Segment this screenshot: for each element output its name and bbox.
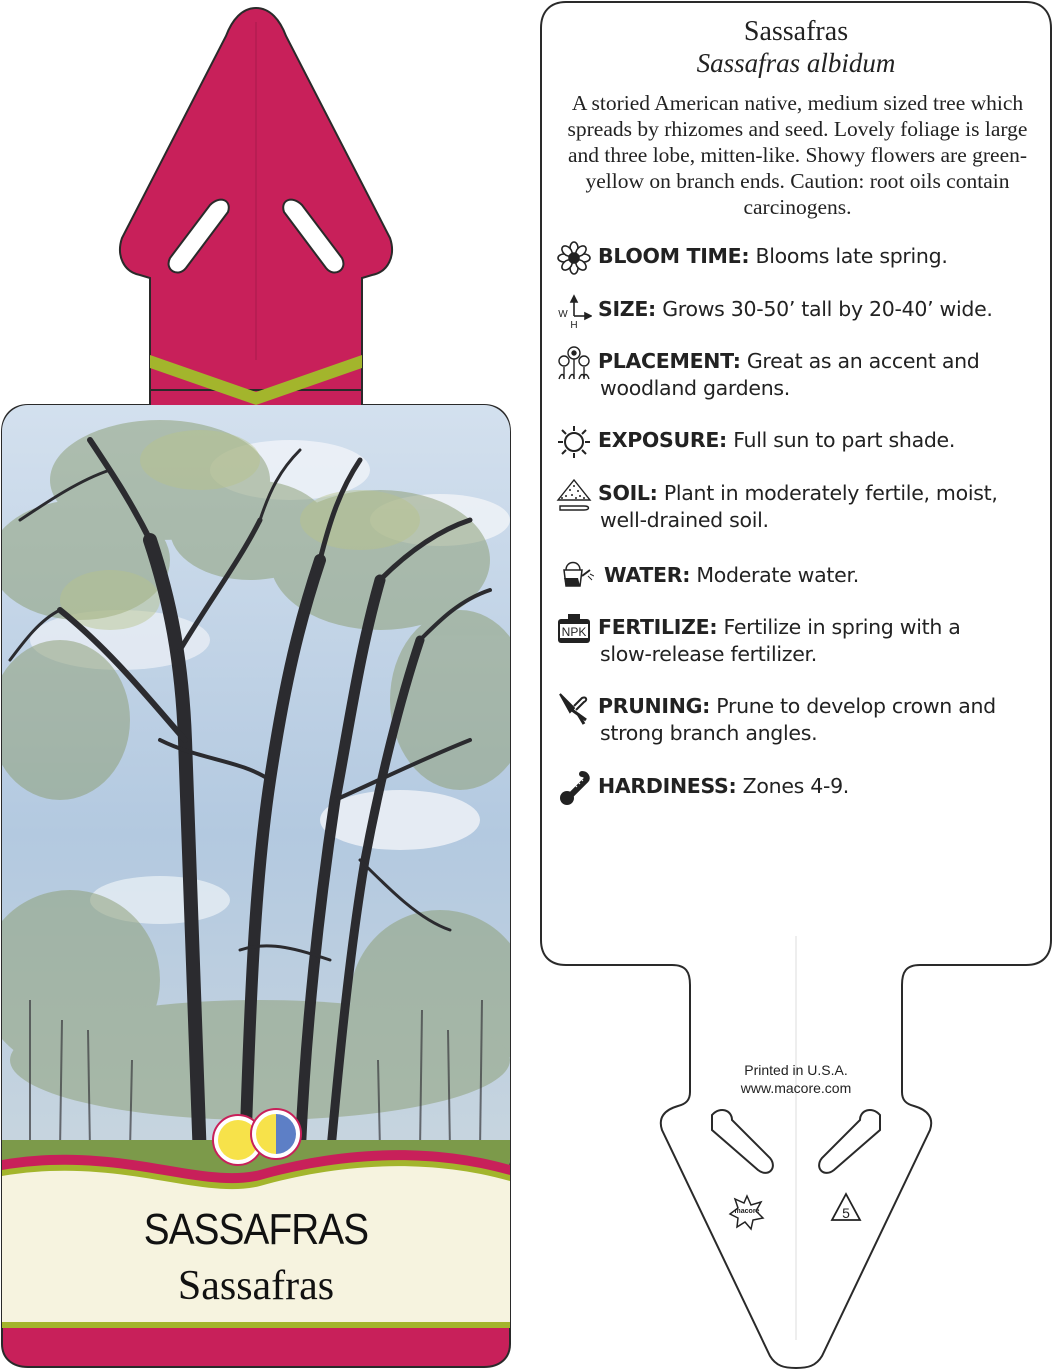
website-link[interactable]: www.macore.com xyxy=(740,1080,852,1096)
attribute-fertilize: FERTILIZE: Fertilize in spring with a slow-release fertilizer. xyxy=(598,615,961,666)
watering-can-icon xyxy=(558,556,594,592)
flower-icon xyxy=(556,240,592,276)
size-w-label: W xyxy=(558,309,568,320)
size-h-label: H xyxy=(570,320,578,330)
attribute-water: WATER: Moderate water. xyxy=(604,563,859,587)
back-title: Sassafras xyxy=(743,16,849,47)
size-icon xyxy=(556,294,592,330)
soil-icon xyxy=(556,476,592,512)
sun-icon xyxy=(556,424,592,460)
pruners-icon xyxy=(556,690,592,726)
attribute-soil: SOIL: Plant in moderately fertile, moist, well-drained soil. xyxy=(598,481,998,532)
attribute-exposure: EXPOSURE: Full sun to part shade. xyxy=(598,428,956,452)
attribute-placement: PLACEMENT: Great as an accent and woodland gardens. xyxy=(598,349,980,400)
printed-in-label: Printed in U.S.A. xyxy=(744,1062,848,1078)
attribute-pruning: PRUNING: Prune to develop crown and strong branch angles. xyxy=(598,694,996,745)
attribute-size: SIZE: Grows 30-50’ tall by 20-40’ wide. xyxy=(598,297,993,321)
placement-icon xyxy=(556,345,592,381)
front-common-name: SASSAFRAS xyxy=(143,1205,369,1254)
plant-description xyxy=(565,90,1030,220)
back-latin-name: Sassafras albidum xyxy=(696,48,896,78)
thermometer-icon xyxy=(556,770,592,806)
attribute-bloom-time: BLOOM TIME: Blooms late spring. xyxy=(598,244,948,268)
description-text: A storied American native, medium sized tree which spreads by rhizomes and seed. Lovely foliage is large and three lobe, mitten-like. Showy flowers are green-yellow on branch ends. Caution: root oils contain carcinogens. xyxy=(567,91,1028,219)
fertilizer-icon xyxy=(556,610,592,646)
front-latin-name: Sassafras xyxy=(177,1263,335,1309)
macore-logo-text: macore xyxy=(734,1208,760,1215)
attribute-hardiness: HARDINESS: Zones 4-9. xyxy=(598,774,850,798)
recycle-number: 5 xyxy=(842,1205,850,1221)
npk-label: NPK xyxy=(561,625,587,639)
